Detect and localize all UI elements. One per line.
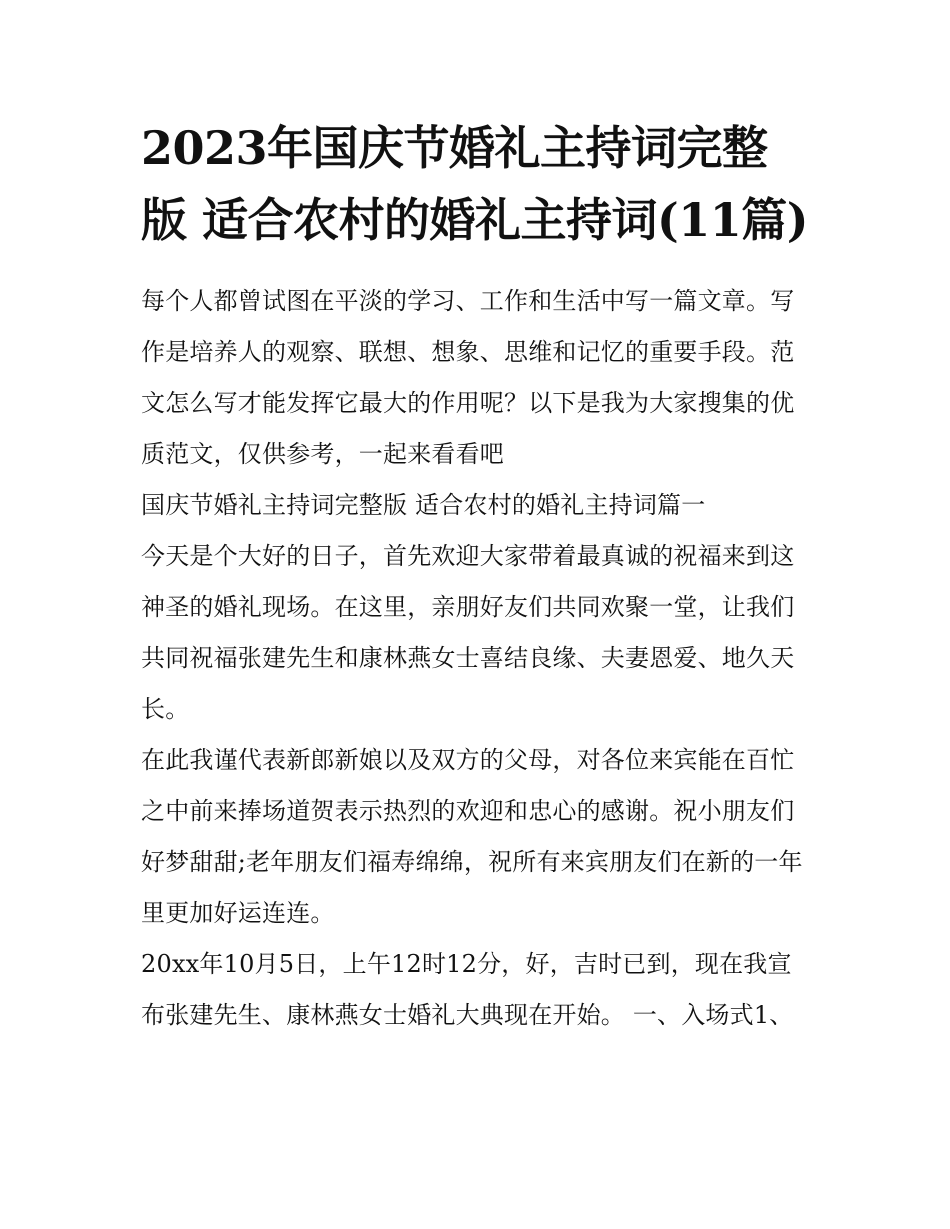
intro-paragraph: 每个人都曾试图在平淡的学习、工作和生活中写一篇文章。写作是培养人的观察、联想、想象、思维和记忆的重要手段。范文怎么写才能发挥它最大的作用呢？以下是我为大家搜集的优质范文，仅供参考，一起来看看吧 [141,287,795,468]
document-body [141,276,813,1041]
body-paragraph: 在此我谨代表新郎新娘以及双方的父母，对各位来宾能在百忙之中前来捧场道贺表示热烈的欢迎和忠心的感谢。祝小朋友们好梦甜甜;老年朋友们福寿绵绵，祝所有来宾朋友们在新的一年里更加好运连连。 [141,746,803,927]
section-heading: 国庆节婚礼主持词完整版 适合农村的婚礼主持词篇一 [141,491,706,519]
document-page [141,112,813,1041]
body-paragraph: 20xx年10月5日，上午12时12分，好，吉时已到，现在我宣布张建先生、康林燕女士婚礼大典现在开始。 一、入场式1、 [141,950,794,1029]
document-title: 2023年国庆节婚礼主持词完整版 适合农村的婚礼主持词(11篇) [141,121,809,247]
body-paragraph: 今天是个大好的日子，首先欢迎大家带着最真诚的祝福来到这神圣的婚礼现场。在这里，亲朋好友们共同欢聚一堂，让我们共同祝福张建先生和康林燕女士喜结良缘、夫妻恩爱、地久天长。 [141,542,795,723]
